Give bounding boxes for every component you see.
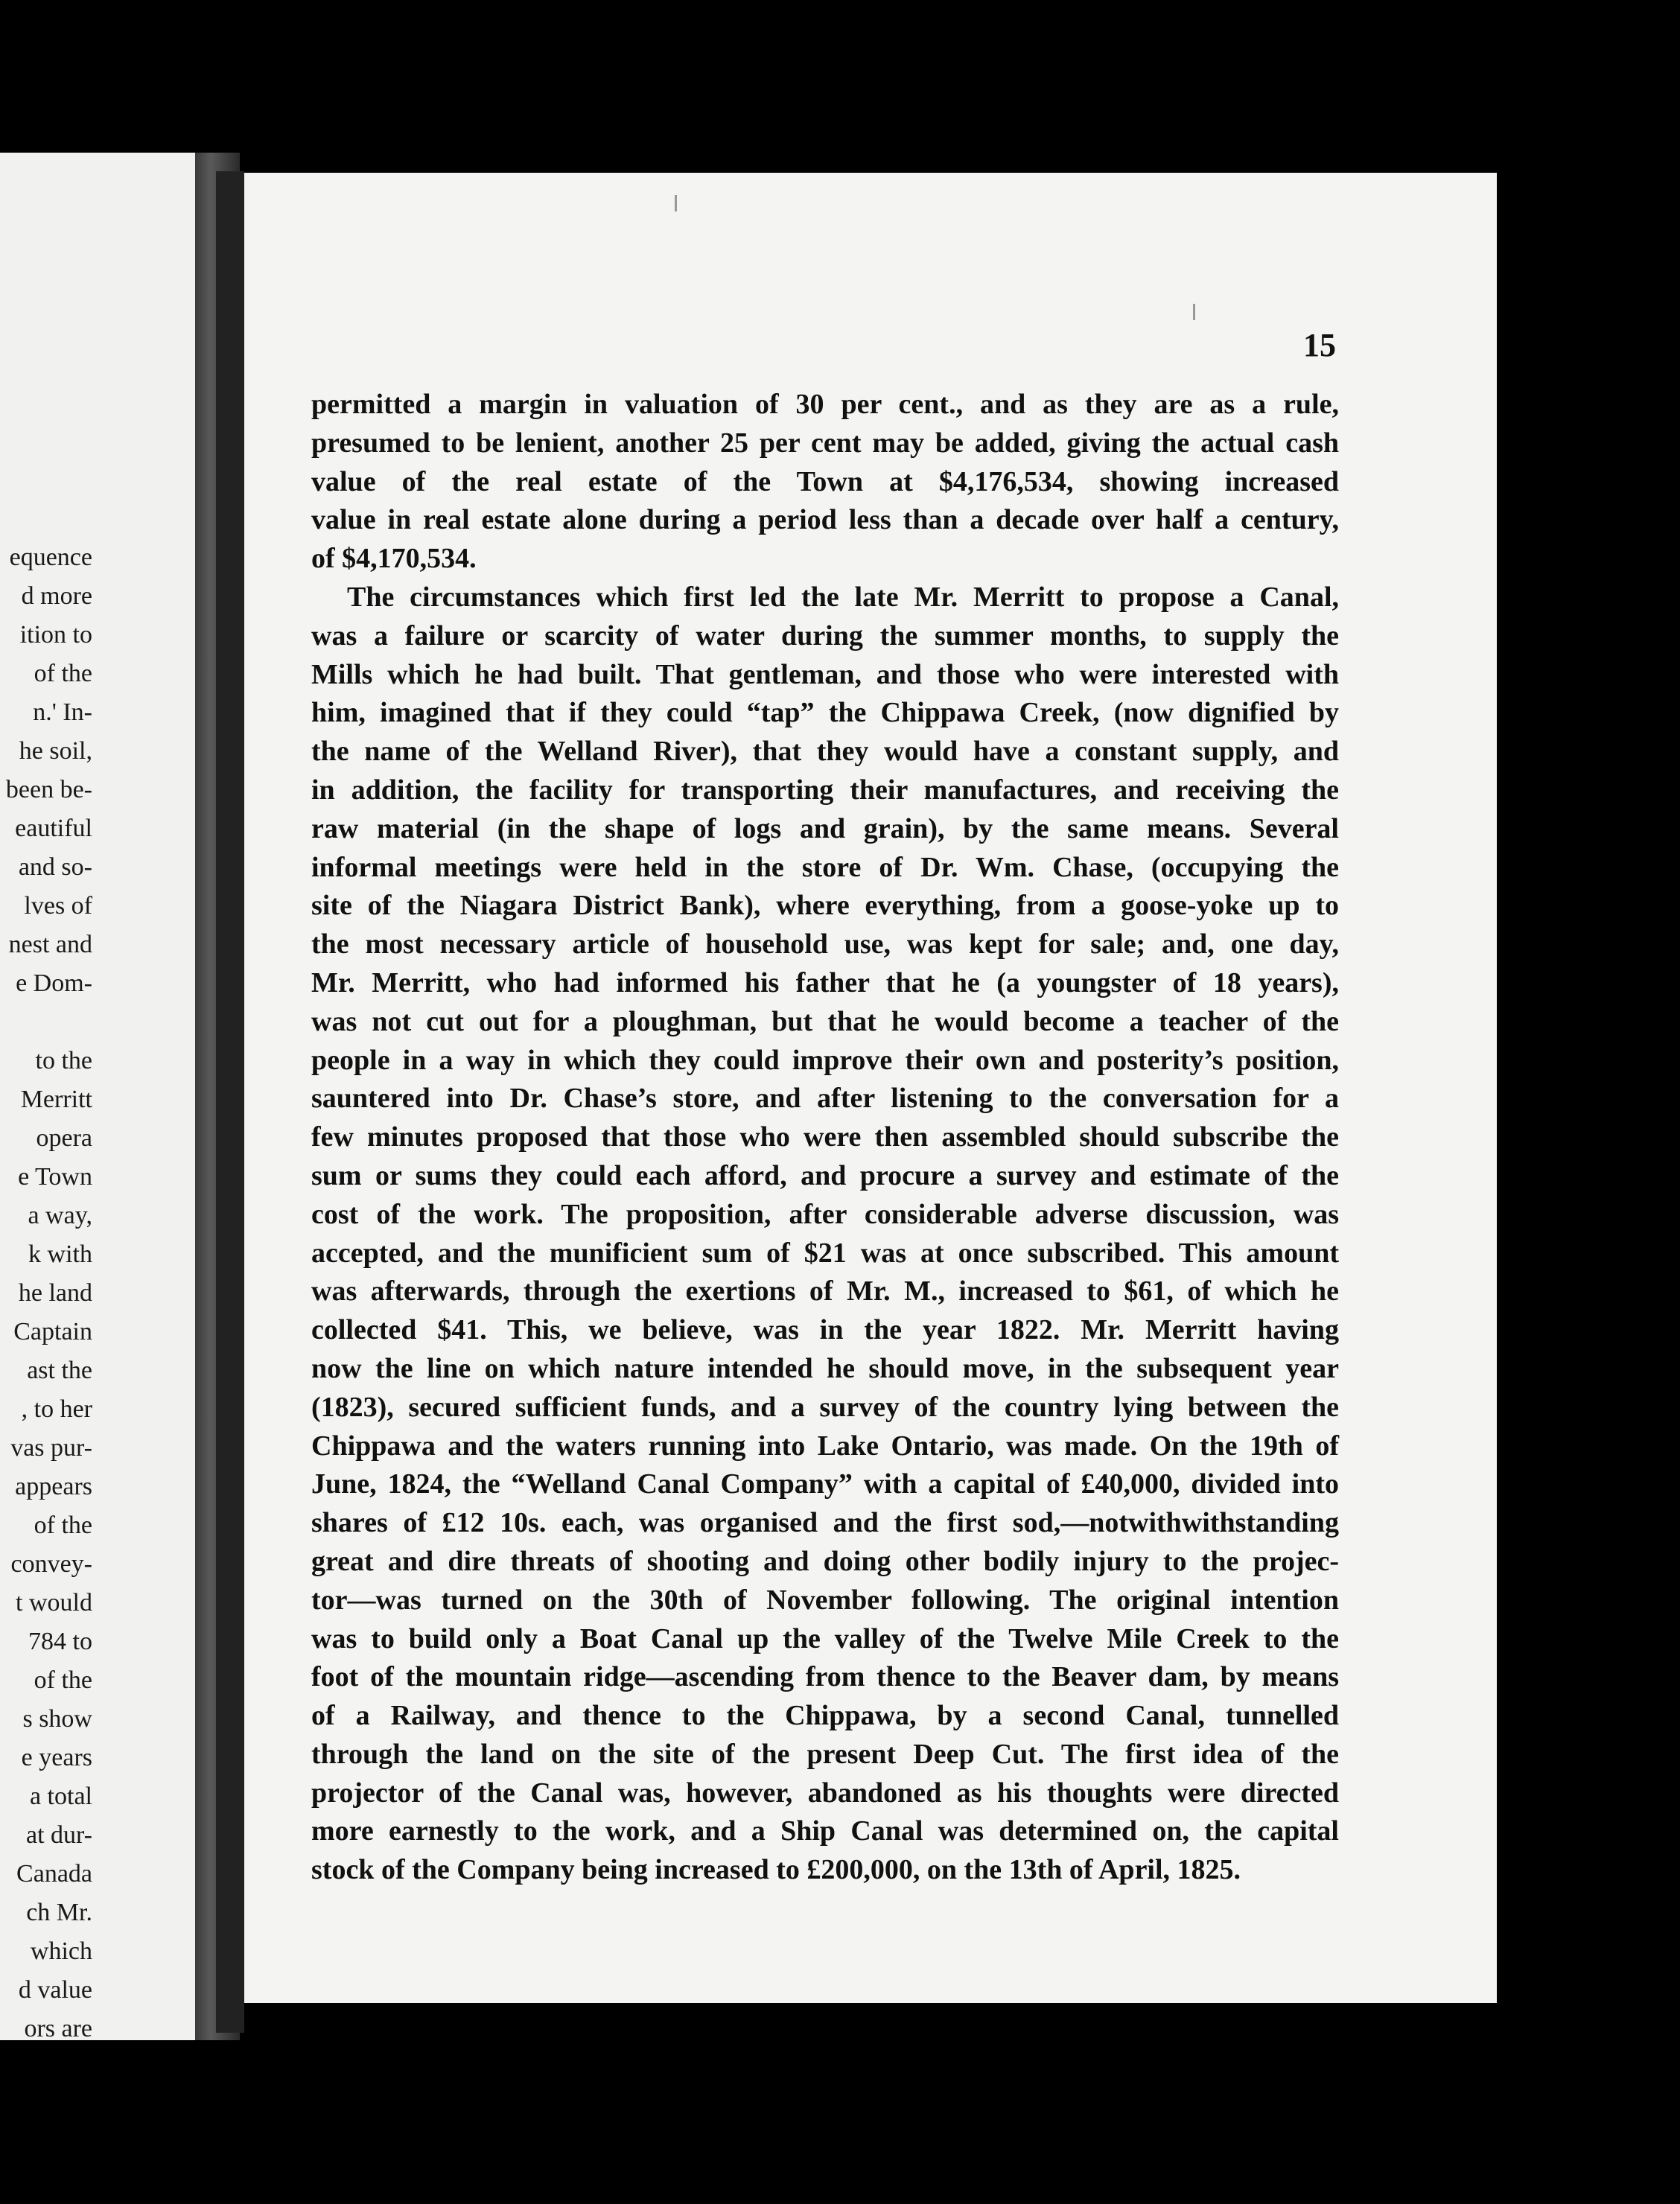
text-line: more earnestly to the work, and a Ship Canal was determined on, the capital [311,1815,1339,1847]
left-page-line: e years [21,1744,92,1771]
text-line: June, 1824, the “Welland Canal Company” with a capital of £40,000, divided into [311,1468,1339,1500]
text-line: of $4,170,534. [311,543,477,575]
body-text [311,386,1339,1890]
left-page-line: and so- [18,853,92,881]
left-page-line: 784 to [28,1628,92,1655]
text-line: value of the real estate of the Town at $4,176,534, showing increased [311,465,1339,497]
left-page-line: t would [16,1589,92,1617]
left-page-line: opera [36,1124,92,1152]
text-line: informal meetings were held in the store of Dr. Wm. Chase, (occupying the [311,851,1339,883]
text-line: collected $41. This, we believe, was in the year 1822. Mr. Merritt having [311,1314,1339,1346]
left-page-line: of the [34,1512,92,1539]
left-page-line: Canada [16,1860,92,1888]
text-line: Mills which he had built. That gentleman, and those who were interested with [311,658,1339,690]
left-page-line: which [30,1937,92,1965]
text-line: was a failure or scarcity of water during the summer months, to supply the [311,620,1339,652]
left-page-line: ch Mr. [26,1899,92,1926]
left-page [0,153,195,2040]
text-line: shares of £12 10s. each, was organised and the first sod,—notwithwithstanding [311,1507,1339,1539]
text-line: him, imagined that if they could “tap” the Chippawa Creek, (now dignified by [311,697,1339,729]
text-line: (1823), secured sufficient funds, and a survey of the country lying between the [311,1391,1339,1423]
text-line: in addition, the facility for transporting their manufactures, and receiving the [311,774,1339,806]
text-line: the name of the Welland River), that they would have a constant supply, and [311,736,1339,768]
text-line: projector of the Canal was, however, abandoned as his thoughts were directed [311,1777,1339,1809]
left-page-line: , to her [21,1395,92,1423]
left-page-line: he land [18,1279,92,1307]
text-line: presumed to be lenient, another 25 per cent may be added, giving the actual cash [311,427,1339,459]
left-page-line: lves of [24,892,92,920]
left-page-line: Merritt [20,1086,92,1113]
page-blemish [1193,304,1195,320]
left-page-line: ition to [19,621,92,649]
text-line: Mr. Merritt, who had informed his father that he (a youngster of 18 years), [311,966,1339,999]
left-page-line: d value [18,1976,92,2004]
text-line: through the land on the site of the present Deep Cut. The first idea of the [311,1738,1339,1770]
text-line: great and dire threats of shooting and doing other bodily injury to the projec- [311,1545,1339,1577]
left-page-line: a way, [28,1202,92,1229]
left-page-line: equence [9,544,92,571]
text-line: permitted a margin in valuation of 30 per cent., and as they are as a rule, [311,389,1339,420]
left-page-line: he soil, [19,737,92,765]
text-line: the most necessary article of household use, was kept for sale; and, one day, [311,929,1339,961]
left-page-line: of the [34,660,92,687]
text-line: cost of the work. The proposition, after considerable adverse discussion, was [311,1198,1339,1230]
text-line: accepted, and the munificient sum of $21 was at once subscribed. This amount [311,1237,1339,1269]
left-page-line [0,1003,92,1042]
text-line: now the line on which nature intended he should move, in the subsequent year [311,1352,1339,1384]
gutter-binding [216,171,244,2033]
left-page-text [0,538,92,2048]
left-page-line: ast the [27,1357,92,1384]
text-line: of a Railway, and thence to the Chippawa, by a second Canal, tunnelled [311,1700,1339,1732]
text-line: foot of the mountain ridge—ascending from thence to the Beaver dam, by means [311,1661,1339,1693]
left-page-line: eautiful [15,815,92,842]
left-page-line: nest and [8,931,92,958]
left-page-line: Captain [13,1318,92,1345]
left-page-line: k with [28,1240,92,1268]
left-page-line: appears [15,1473,92,1500]
left-page-line: e Town [18,1163,92,1191]
left-page-line: vas pur- [10,1434,92,1462]
left-page-line: a total [29,1783,92,1810]
left-page-line: been be- [5,776,92,803]
text-line: stock of the Company being increased to £200,000, on the 13th of April, 1825. [311,1854,1241,1886]
page-number: 15 [1303,327,1336,363]
text-line: Chippawa and the waters running into Lake Ontario, was made. On the 19th of [311,1430,1339,1462]
text-line: was to build only a Boat Canal up the valley of the Twelve Mile Creek to the [311,1622,1339,1654]
left-page-line: ors are [24,2015,92,2042]
left-page-line: at dur- [25,1821,92,1849]
left-page-line: n.' In- [33,698,92,726]
text-line: people in a way in which they could improve their own and posterity’s position, [311,1044,1339,1076]
text-line: raw material (in the shape of logs and grain), by the same means. Several [311,812,1339,844]
page-blemish [675,195,677,211]
text-line: was not cut out for a ploughman, but that he would become a teacher of the [311,1005,1339,1037]
text-line: few minutes proposed that those who were then assembled should subscribe the [311,1121,1339,1153]
left-page-line: of the [34,1666,92,1694]
text-line: sum or sums they could each afford, and procure a survey and estimate of the [311,1159,1339,1191]
left-page-line: e Dom- [16,969,92,997]
left-page-line: s show [22,1705,92,1733]
left-page-line: convey- [10,1550,92,1578]
left-page-line: d more [21,582,92,610]
text-line: was afterwards, through the exertions of Mr. M., increased to $61, of which he [311,1275,1339,1308]
text-line: sauntered into Dr. Chase’s store, and after listening to the conversation for a [311,1083,1339,1115]
text-line: site of the Niagara District Bank), where everything, from a goose-yoke up to [311,890,1339,922]
text-line: The circumstances which first led the late Mr. Merritt to propose a Canal, [347,581,1339,613]
text-line: tor—was turned on the 30th of November following. The original intention [311,1584,1339,1616]
left-page-line: to the [35,1047,92,1074]
text-line: value in real estate alone during a period less than a decade over half a century, [311,504,1339,536]
